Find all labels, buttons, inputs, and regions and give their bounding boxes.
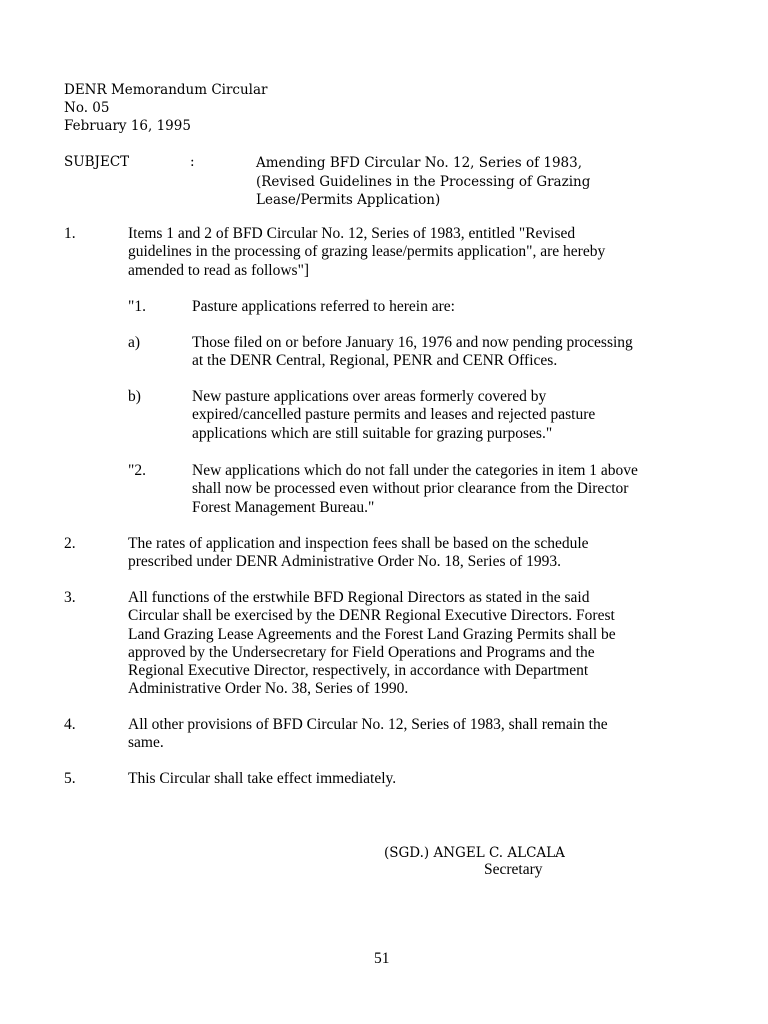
subitem-paragraph [192,334,712,371]
paragraph-line: The rates of application and inspection fees shall be based on the schedule [128,535,589,552]
paragraph-line: prescribed under DENR Administrative Order No. 18, Series of 1993. [128,553,562,571]
item-number: 1. [64,225,76,242]
item-paragraph [128,716,708,753]
subitem-paragraph [192,462,712,517]
subject-text [256,154,656,210]
paragraph-line: Circular shall be exercised by the DENR Regional Executive Directors. Forest [128,607,615,625]
item-paragraph [128,535,708,572]
paragraph-line: applications which are still suitable for grazing purposes." [192,424,553,442]
paragraph-line: same. [128,734,164,752]
item-number: 5. [64,770,76,787]
paragraph-line: Those filed on or before January 16, 1976 and now pending processing [192,334,633,351]
item-number: 3. [64,589,76,606]
circular-number: No. 05 [64,100,110,116]
paragraph-line: Administrative Order No. 38, Series of 1990. [128,680,409,698]
subject-colon: : [190,154,195,170]
paragraph-line: amended to read as follows"] [128,261,310,279]
paragraph-line: This Circular shall take effect immediately. [128,770,397,787]
paragraph-line: Regional Executive Director, respectively, in accordance with Department [128,662,589,680]
page-number: 51 [374,950,390,967]
item-paragraph [128,589,708,699]
paragraph-line: Pasture applications referred to herein are: [192,298,455,315]
subitem-label: "2. [128,462,146,479]
subitem-label: a) [128,334,141,351]
signatory-title: Secretary [484,861,543,878]
paragraph-line: at the DENR Central, Regional, PENR and CENR Offices. [192,352,558,370]
subitem-label: b) [128,388,141,405]
circular-title: DENR Memorandum Circular [64,82,268,98]
subitem-paragraph [192,388,712,443]
subject-line: Amending BFD Circular No. 12, Series of 1983, [256,155,583,171]
item-number: 4. [64,716,76,733]
paragraph-line: All other provisions of BFD Circular No. 12, Series of 1983, shall remain the [128,716,608,733]
subject-label: SUBJECT [64,154,130,170]
paragraph-line: New pasture applications over areas formerly covered by [192,388,547,405]
paragraph-line: New applications which do not fall under the categories in item 1 above [192,462,638,479]
subitem-label: "1. [128,298,146,315]
paragraph-line: shall now be processed even without prior clearance from the Director [192,480,629,498]
subitem-paragraph [192,298,712,316]
paragraph-line: Forest Management Bureau." [192,498,375,516]
paragraph-line: guidelines in the processing of grazing lease/permits application", are hereby [128,243,606,261]
paragraph-line: Items 1 and 2 of BFD Circular No. 12, Series of 1983, entitled "Revised [128,225,576,242]
signatory-name: (SGD.) ANGEL C. ALCALA [384,845,565,861]
item-paragraph [128,770,708,788]
item-number: 2. [64,535,76,552]
circular-date: February 16, 1995 [64,118,191,134]
item-paragraph [128,225,708,280]
paragraph-line: expired/cancelled pasture permits and leases and rejected pasture [192,406,596,424]
subject-line: Lease/Permits Application) [256,192,441,208]
paragraph-line: approved by the Undersecretary for Field Operations and Programs and the [128,643,595,661]
paragraph-line: All functions of the erstwhile BFD Regional Directors as stated in the said [128,589,590,606]
paragraph-line: Land Grazing Lease Agreements and the Forest Land Grazing Permits shall be [128,625,616,643]
subject-line: (Revised Guidelines in the Processing of Grazing [256,173,591,190]
